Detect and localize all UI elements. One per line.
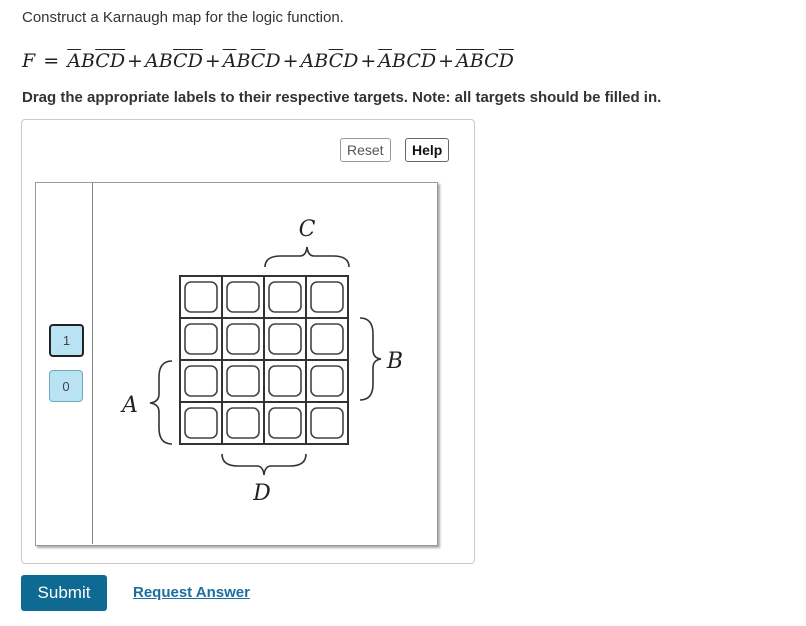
kmap-grid bbox=[180, 276, 348, 444]
formula-literal: B bbox=[236, 50, 251, 72]
formula-literal: $\overline{D}$ bbox=[420, 50, 437, 72]
label-tile-1[interactable]: 1 bbox=[49, 324, 84, 357]
formula-literal: C bbox=[406, 50, 421, 72]
formula-literal: A bbox=[144, 50, 159, 72]
formula-plus: + bbox=[360, 50, 377, 72]
formula-literal: $\overline{C}$ bbox=[95, 50, 110, 72]
formula-lhs: F bbox=[22, 50, 36, 72]
formula-literal: $\overline{C}$ bbox=[250, 50, 266, 72]
kmap-drop-target[interactable] bbox=[185, 366, 217, 396]
kmap-drop-target[interactable] bbox=[185, 408, 217, 438]
brace-top bbox=[265, 247, 349, 267]
formula-literal: B bbox=[158, 50, 174, 72]
formula-literal: $\overline{B}$ bbox=[469, 50, 485, 72]
kmap-drop-target[interactable] bbox=[269, 282, 301, 312]
formula-literal: $\overline{D}$ bbox=[109, 50, 126, 72]
formula-plus: + bbox=[127, 50, 143, 72]
brace-bottom bbox=[222, 454, 306, 475]
kmap-drop-target[interactable] bbox=[311, 366, 343, 396]
var-label-top: C bbox=[298, 217, 316, 242]
drag-instruction: Drag the appropriate labels to their respective targets. Note: all targets should be filled in. bbox=[22, 89, 662, 106]
formula-literal: B bbox=[392, 50, 407, 72]
formula-literal: A bbox=[300, 50, 315, 72]
label-tile-0[interactable]: 0 bbox=[49, 370, 83, 402]
kmap-drop-target[interactable] bbox=[269, 324, 301, 354]
formula-literal: $\overline{C}$ bbox=[328, 50, 344, 72]
kmap-drop-target[interactable] bbox=[227, 324, 259, 354]
kmap-drop-target[interactable] bbox=[311, 324, 343, 354]
formula-literal: C bbox=[484, 50, 499, 72]
formula-plus: + bbox=[282, 50, 299, 72]
formula-literal: $\overline{C}$ bbox=[173, 50, 188, 72]
formula-literal: $\overline{D}$ bbox=[498, 50, 514, 72]
kmap-drop-target[interactable] bbox=[269, 408, 301, 438]
brace-left bbox=[150, 361, 172, 444]
formula-literal: B bbox=[314, 50, 329, 72]
kmap-drop-target[interactable] bbox=[311, 282, 343, 312]
formula-literal: $\overline{A}$ bbox=[456, 50, 470, 72]
kmap-drop-target[interactable] bbox=[227, 408, 259, 438]
help-button[interactable]: Help bbox=[405, 138, 449, 162]
var-label-right: B bbox=[386, 349, 404, 374]
request-answer-link[interactable]: Request Answer bbox=[133, 584, 250, 601]
formula-plus: + bbox=[438, 50, 455, 72]
formula-literal: D bbox=[343, 50, 359, 72]
formula-plus: + bbox=[204, 50, 221, 72]
formula-literal: $\overline{A}$ bbox=[67, 50, 81, 72]
kmap-drop-target[interactable] bbox=[311, 408, 343, 438]
instruction-text: Construct a Karnaugh map for the logic function. bbox=[22, 9, 344, 26]
formula-literal: $\overline{A}$ bbox=[378, 50, 392, 72]
formula-literal: B bbox=[80, 50, 96, 72]
kmap-drop-target[interactable] bbox=[269, 366, 301, 396]
brace-right bbox=[360, 318, 381, 400]
var-label-left: A bbox=[122, 393, 138, 418]
kmap-drop-target[interactable] bbox=[185, 282, 217, 312]
reset-button[interactable]: Reset bbox=[340, 138, 391, 162]
formula-eq: = bbox=[43, 50, 60, 72]
kmap-drop-target[interactable] bbox=[227, 282, 259, 312]
kmap-drop-target[interactable] bbox=[227, 366, 259, 396]
kmap-drop-target[interactable] bbox=[185, 324, 217, 354]
formula-literal: $\overline{A}$ bbox=[222, 50, 237, 72]
formula-literal: $\overline{D}$ bbox=[187, 50, 203, 72]
submit-button[interactable]: Submit bbox=[21, 575, 107, 611]
formula-literal: D bbox=[265, 50, 281, 72]
var-label-bottom: D bbox=[253, 481, 271, 506]
